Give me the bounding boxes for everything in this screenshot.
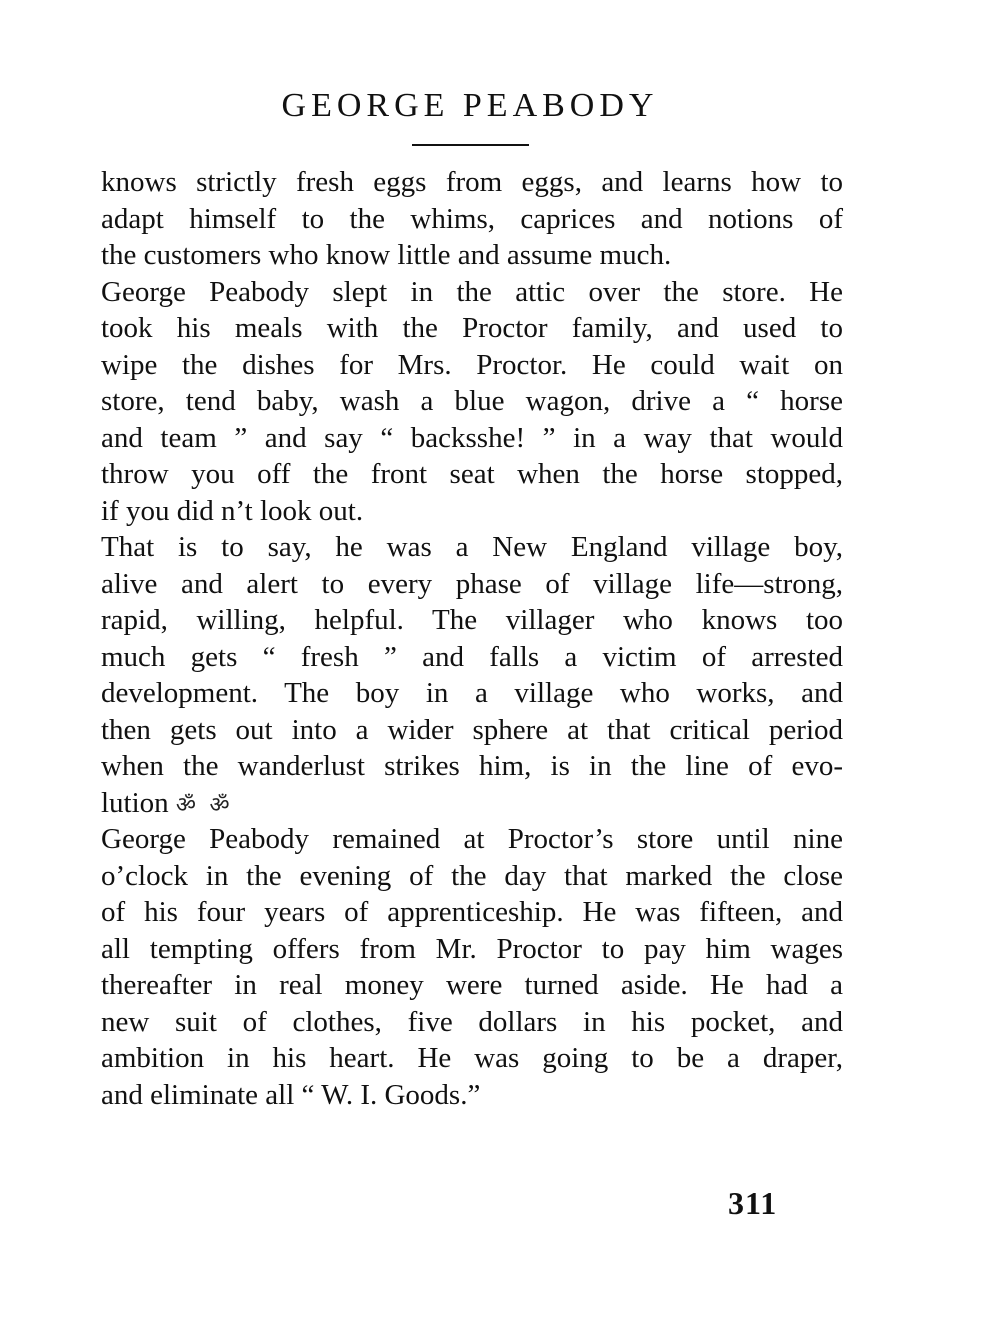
text-line: development. The boy in a village who works, and	[101, 677, 843, 709]
text-line: if you did n’t look out.	[101, 494, 364, 527]
paragraph-1	[101, 164, 843, 274]
text-line: the customers who know little and assume much.	[101, 239, 672, 271]
text-line: then gets out into a wider sphere at that critical period	[101, 713, 843, 746]
text-line: throw you off the front seat when the horse stopped,	[101, 458, 843, 490]
text-line	[101, 785, 843, 822]
text-line: o’clock in the evening of the day that marked the close	[101, 859, 843, 892]
text-line: when the wanderlust strikes him, is in the line of evo-	[101, 750, 843, 782]
text-line: alive and alert to every phase of village life—strong,	[101, 567, 843, 600]
text-line: of his four years of apprenticeship. He was fifteen, and	[101, 896, 843, 928]
text-line-end: lution	[101, 786, 169, 819]
paragraph-3	[101, 529, 843, 821]
body-text	[101, 164, 843, 1113]
header-rule	[412, 144, 529, 146]
text-line: knows strictly fresh eggs from eggs, and learns how to	[101, 166, 843, 198]
text-line: thereafter in real money were turned aside. He had a	[101, 969, 843, 1001]
fleuron-ornament-icon: ॐ ॐ	[175, 791, 234, 817]
text-line: George Peabody slept in the attic over the store. He	[101, 275, 843, 308]
text-line: ambition in his heart. He was going to be a draper,	[101, 1042, 843, 1074]
text-line: George Peabody remained at Proctor’s store until nine	[101, 823, 843, 855]
text-line: rapid, willing, helpful. The villager who knows too	[101, 604, 843, 636]
text-line: took his meals with the Proctor family, and used to	[101, 312, 843, 344]
text-line: wipe the dishes for Mrs. Proctor. He could wait on	[101, 348, 843, 381]
text-line: new suit of clothes, five dollars in his pocket, and	[101, 1005, 843, 1038]
text-line: and eliminate all “ W. I. Goods.”	[101, 1078, 481, 1111]
text-line: and team ” and say “ backsshe! ” in a way that would	[101, 421, 843, 454]
running-head-title: GEORGE PEABODY	[281, 87, 659, 124]
paragraph-2	[101, 274, 843, 530]
text-line: That is to say, he was a New England village boy,	[101, 531, 843, 563]
text-line: store, tend baby, wash a blue wagon, drive a “ horse	[101, 385, 843, 417]
page-number: 311	[728, 1185, 778, 1221]
paragraph-4	[101, 821, 843, 1113]
text-line: all tempting offers from Mr. Proctor to pay him wages	[101, 932, 843, 965]
text-line: much gets “ fresh ” and falls a victim of arrested	[101, 640, 843, 673]
text-line: adapt himself to the whims, caprices and notions of	[101, 202, 843, 235]
